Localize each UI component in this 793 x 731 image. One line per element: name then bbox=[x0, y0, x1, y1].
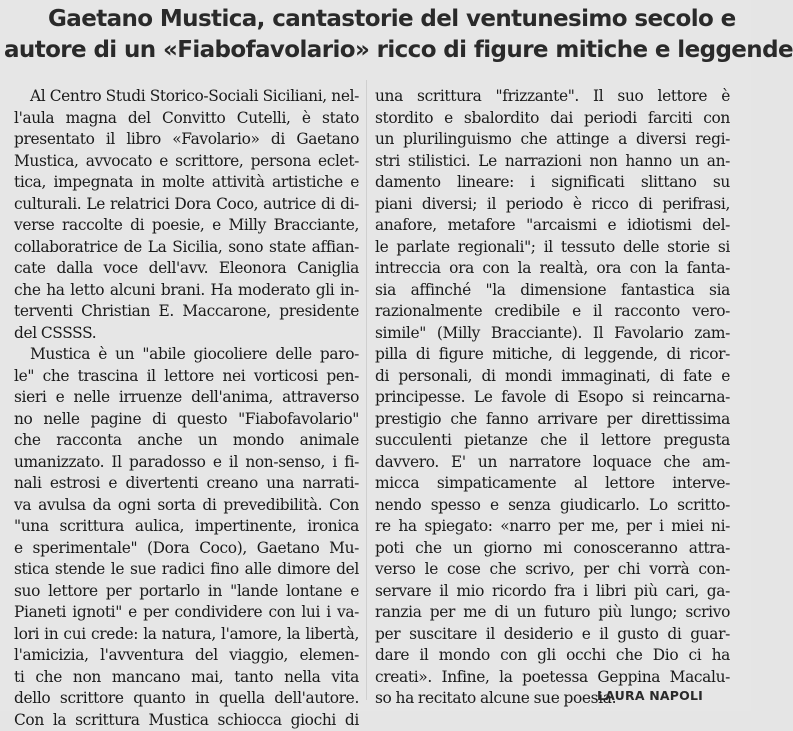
text-line: micca simpaticamente al lettore interve- bbox=[375, 473, 730, 495]
text-line: sia affinché "la dimensione fantastica sia bbox=[375, 280, 730, 302]
text-line: Pianeti ignoti" e per condividere con lui i va- bbox=[14, 602, 359, 624]
text-line: dare il mondo con gli occhi che Dio ci ha bbox=[375, 645, 730, 667]
text-line: terventi Christian E. Maccarone, presidente bbox=[14, 301, 359, 323]
text-line: pilla di figure mitiche, di leggende, di ricor- bbox=[375, 344, 730, 366]
text-line: suo lettore per portarlo in "lande lontane e bbox=[14, 581, 359, 603]
headline-line-1: Gaetano Mustica, cantastorie del ventunesimo secolo e bbox=[0, 4, 751, 35]
text-line: Mustica, avvocato e scrittore, persona eclet- bbox=[14, 151, 359, 173]
text-line: Mustica è un "abile giocoliere delle paro- bbox=[14, 344, 359, 366]
text-line: le parlate regionali"; il tessuto delle storie si bbox=[375, 237, 730, 259]
text-line: servare il mio ricordo fra i libri più cari, ga- bbox=[375, 581, 730, 603]
text-line: poti che un giorno mi conosceranno attra- bbox=[375, 538, 730, 560]
text-line: verso le cose che scrivo, per chi vorrà con- bbox=[375, 559, 730, 581]
text-line: stica stende le sue radici fino alle dimore del bbox=[14, 559, 359, 581]
text-line: anafore, metafore "arcaismi e idiotismi del- bbox=[375, 215, 730, 237]
text-line: so ha recitato alcune sue poesia. bbox=[375, 688, 730, 710]
text-line: l'aula magna del Convitto Cutelli, è stato bbox=[14, 108, 359, 130]
text-line: Al Centro Studi Storico-Sociali Siciliani, nel- bbox=[14, 86, 359, 108]
text-line: lori in cui crede: la natura, l'amore, la libertà, bbox=[14, 624, 359, 646]
text-line: "una scrittura aulica, impertinente, ironica bbox=[14, 516, 359, 538]
text-line: re ha spiegato: «narro per me, per i miei ni- bbox=[375, 516, 730, 538]
text-line: Con la scrittura Mustica schiocca giochi di bbox=[14, 710, 359, 731]
text-line: davvero. E' un narratore loquace che am- bbox=[375, 452, 730, 474]
text-line: stri stilistici. Le narrazioni non hanno un an- bbox=[375, 151, 730, 173]
text-line: per suscitare il desiderio e il gusto di guar- bbox=[375, 624, 730, 646]
author-byline: LAURA NAPOLI bbox=[597, 688, 703, 703]
text-line: razionalmente credibile e il racconto vero- bbox=[375, 301, 730, 323]
text-line: del CSSSS. bbox=[14, 323, 359, 345]
text-line: che ha letto alcuni brani. Ha moderato gli in- bbox=[14, 280, 359, 302]
text-line: collaboratrice de La Sicilia, sono state affian- bbox=[14, 237, 359, 259]
text-line: damento lineare: i significati slittano su bbox=[375, 172, 730, 194]
text-line: va avulsa da ogni sorta di prevedibilità. Con bbox=[14, 495, 359, 517]
text-line: ranzia per me di un futuro più lungo; scrivo bbox=[375, 602, 730, 624]
text-line: culturali. Le relatrici Dora Coco, autrice di di- bbox=[14, 194, 359, 216]
headline-line-2: autore di un «Fiabofavolario» ricco di figure mitiche e leggende bbox=[0, 35, 751, 66]
text-line: succulenti pietanze che il lettore pregusta bbox=[375, 430, 730, 452]
text-line: presentato il libro «Favolario» di Gaetano bbox=[14, 129, 359, 151]
text-line: una scrittura "frizzante". Il suo lettore è bbox=[375, 86, 730, 108]
article-column-right bbox=[375, 86, 730, 710]
text-line: di personali, di mondi immaginati, di fate e bbox=[375, 366, 730, 388]
text-line: un plurilinguismo che attinge a diversi regi- bbox=[375, 129, 730, 151]
text-line: no nelle pagine di questo "Fiabofavolario" bbox=[14, 409, 359, 431]
text-line: cate dalla voce dell'avv. Eleonora Caniglia bbox=[14, 258, 359, 280]
text-line: l'amicizia, l'avventura del viaggio, elemen- bbox=[14, 645, 359, 667]
text-line: tica, impegnata in molte attività artistiche e bbox=[14, 172, 359, 194]
text-line: umanizzato. Il paradosso e il non-senso, i fi- bbox=[14, 452, 359, 474]
text-line: che racconta anche un mondo animale bbox=[14, 430, 359, 452]
text-line: ti che non mancano mai, tanto nella vita bbox=[14, 667, 359, 689]
text-line: prestigio che fanno arrivare per direttissima bbox=[375, 409, 730, 431]
text-line: sieri e nelle irruenze dell'anima, attraverso bbox=[14, 387, 359, 409]
article-column-left bbox=[14, 86, 359, 731]
text-line: verse raccolte di poesie, e Milly Bracciante, bbox=[14, 215, 359, 237]
text-line: stordito e sbalordito dai periodi farciti con bbox=[375, 108, 730, 130]
text-line: e sperimentale" (Dora Coco), Gaetano Mu- bbox=[14, 538, 359, 560]
column-divider bbox=[366, 80, 367, 700]
text-line: creati». Infine, la poetessa Geppina Macalu- bbox=[375, 667, 730, 689]
text-line: principesse. Le favole di Esopo si reincarna- bbox=[375, 387, 730, 409]
text-line: dello scrittore quanto in quella dell'autore. bbox=[14, 688, 359, 710]
text-line: simile" (Milly Bracciante). Il Favolario zam- bbox=[375, 323, 730, 345]
text-line: nendo spesso e senza giudicarlo. Lo scritto- bbox=[375, 495, 730, 517]
text-line: nali estrosi e divertenti creano una narrati- bbox=[14, 473, 359, 495]
text-line: le" che trascina il lettore nei vorticosi pen- bbox=[14, 366, 359, 388]
text-line: piani diversi; il periodo è ricco di perifrasi, bbox=[375, 194, 730, 216]
article-headline bbox=[0, 4, 751, 66]
text-line: intreccia ora con la realtà, ora con la fanta- bbox=[375, 258, 730, 280]
